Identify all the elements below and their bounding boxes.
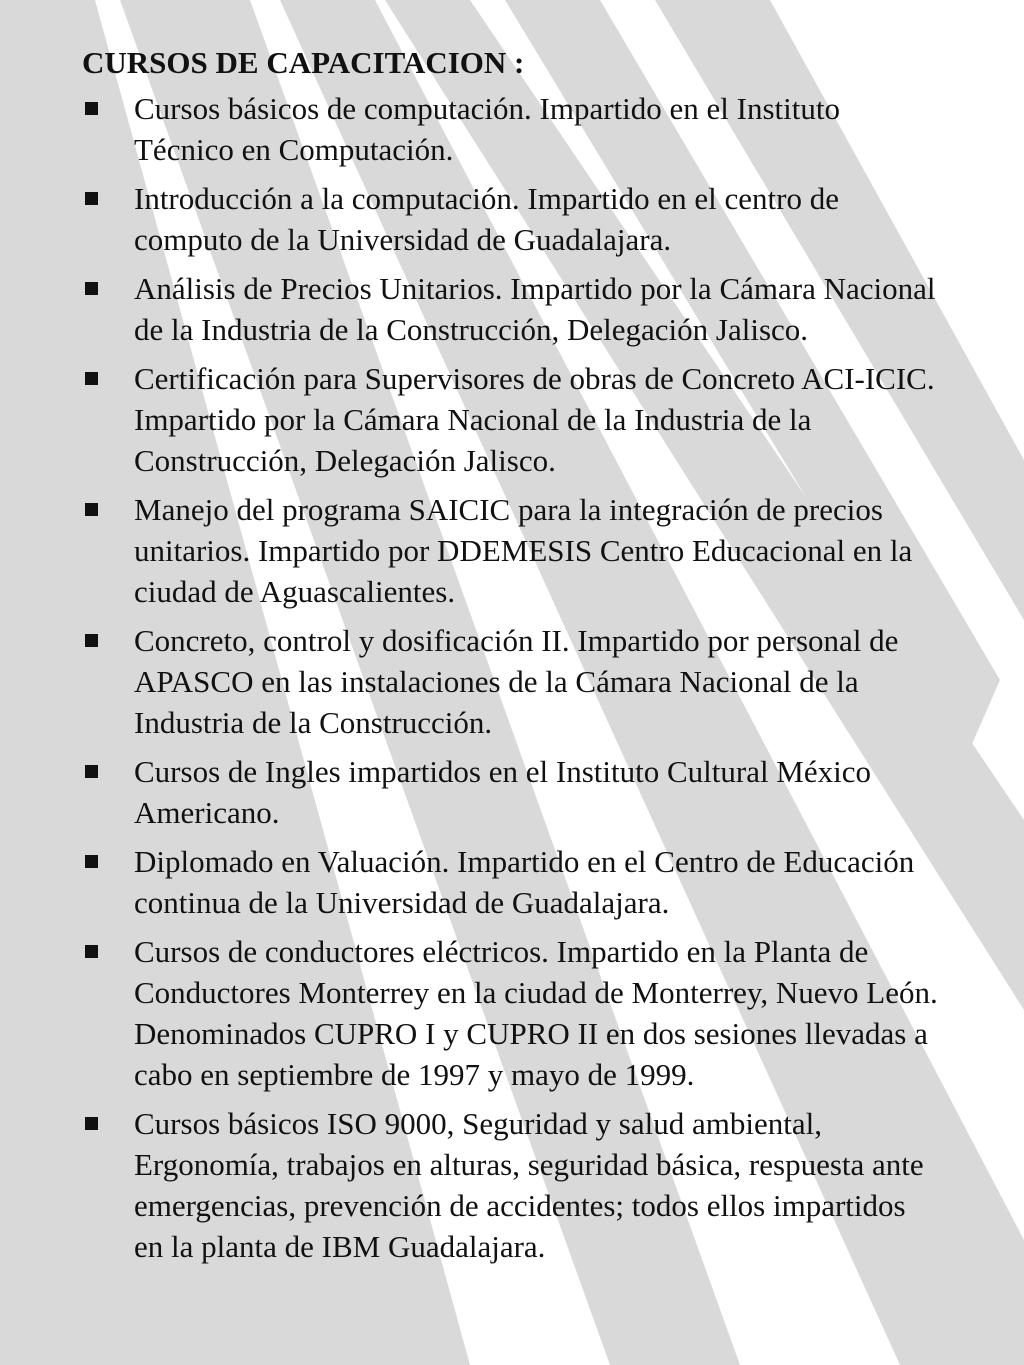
square-bullet-icon <box>85 945 98 958</box>
square-bullet-icon <box>85 1117 98 1130</box>
course-text: Concreto, control y dosificación II. Impartido por personal de APASCO en las instalaciones de la Cámara Nacional de la Industria de la Construcción. <box>134 623 899 740</box>
square-bullet-icon <box>85 855 98 868</box>
square-bullet-icon <box>85 282 98 295</box>
course-text: Cursos de conductores eléctricos. Impartido en la Planta de Conductores Monterrey en la ciudad de Monterrey, Nuevo León. Denominados CUPRO I y CUPRO II en dos sesiones llevadas a cabo en septiembre de 1997 y mayo de 1999. <box>134 934 938 1092</box>
page-title: CURSOS DE CAPACITACION : <box>82 45 525 80</box>
list-item <box>82 358 942 481</box>
course-text: Análisis de Precios Unitarios. Impartido por la Cámara Nacional de la Industria de la Construcción, Delegación Jalisco. <box>134 271 936 347</box>
course-list <box>82 88 942 1267</box>
course-text: Cursos de Ingles impartidos en el Instituto Cultural México Americano. <box>134 754 872 830</box>
list-item <box>82 489 942 612</box>
course-text: Cursos básicos de computación. Impartido en el Instituto Técnico en Computación. <box>134 91 840 167</box>
course-text: Introducción a la computación. Impartido en el centro de computo de la Universidad de Guadalajara. <box>134 181 839 257</box>
content <box>82 44 942 1275</box>
square-bullet-icon <box>85 102 98 115</box>
list-item <box>82 751 942 833</box>
square-bullet-icon <box>85 765 98 778</box>
list-item <box>82 931 942 1095</box>
list-item <box>82 178 942 260</box>
square-bullet-icon <box>85 372 98 385</box>
list-item <box>82 1103 942 1267</box>
list-item <box>82 88 942 170</box>
square-bullet-icon <box>85 634 98 647</box>
list-item <box>82 620 942 743</box>
course-text: Certificación para Supervisores de obras de Concreto ACI-ICIC. Impartido por la Cámara Nacional de la Industria de la Construcción, Delegación Jalisco. <box>134 361 935 478</box>
square-bullet-icon <box>85 192 98 205</box>
list-item <box>82 268 942 350</box>
course-text: Manejo del programa SAICIC para la integración de precios unitarios. Impartido por DDEMESIS Centro Educacional en la ciudad de Aguascalientes. <box>134 492 913 609</box>
list-item <box>82 841 942 923</box>
course-text: Diplomado en Valuación. Impartido en el Centro de Educación continua de la Universidad de Guadalajara. <box>134 844 915 920</box>
square-bullet-icon <box>85 503 98 516</box>
course-text: Cursos básicos ISO 9000, Seguridad y salud ambiental, Ergonomía, trabajos en alturas, seguridad básica, respuesta ante emergencias, prevención de accidentes; todos ellos impartidos en la planta de IBM Guadalajara. <box>134 1106 924 1264</box>
